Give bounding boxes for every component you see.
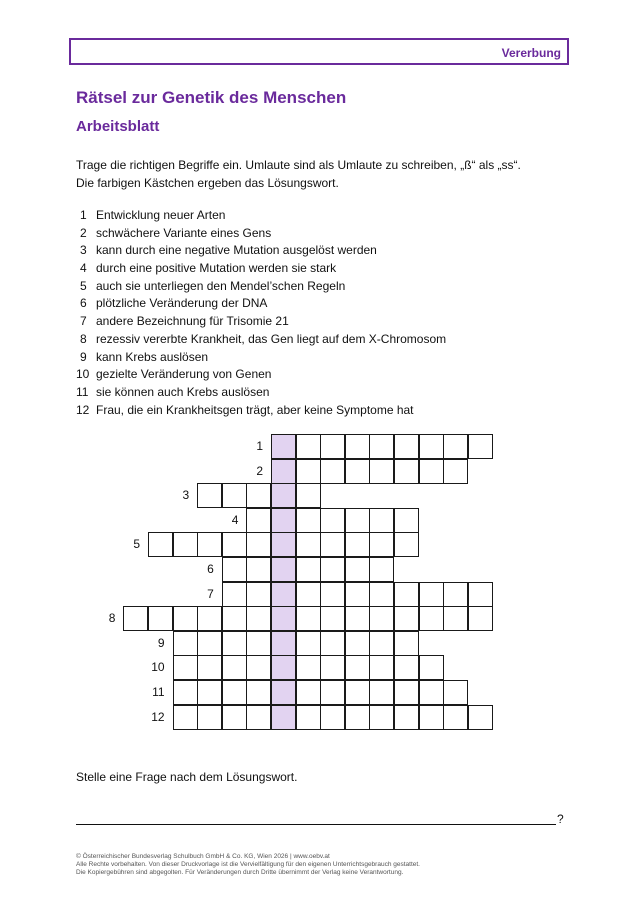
crossword-cell[interactable] xyxy=(320,532,345,557)
crossword-cell[interactable] xyxy=(369,434,394,459)
clue-number: 10 xyxy=(76,367,90,382)
crossword-cell[interactable] xyxy=(345,680,370,705)
crossword-cell[interactable] xyxy=(246,582,271,607)
crossword-row-label: 8 xyxy=(108,611,116,626)
crossword-solution-cell[interactable] xyxy=(271,532,296,557)
crossword-cell[interactable] xyxy=(468,606,493,631)
crossword-cell[interactable] xyxy=(246,483,271,508)
crossword-solution-cell[interactable] xyxy=(271,483,296,508)
clue-item xyxy=(76,402,446,420)
header-topic: Vererbung xyxy=(501,46,561,60)
crossword-row-label: 11 xyxy=(152,685,165,699)
crossword-cell[interactable] xyxy=(468,434,493,459)
clue-number: 3 xyxy=(80,243,87,258)
clue-number: 9 xyxy=(80,349,87,364)
crossword-cell[interactable] xyxy=(173,680,198,705)
crossword-cell[interactable] xyxy=(394,631,419,656)
crossword-cell[interactable] xyxy=(296,655,321,680)
crossword-cell[interactable] xyxy=(296,705,321,730)
crossword-cell[interactable] xyxy=(345,557,370,582)
crossword-cell[interactable] xyxy=(197,606,222,631)
crossword-row-label: 6 xyxy=(207,562,214,576)
page-subtitle: Arbeitsblatt xyxy=(76,118,160,135)
clue-item xyxy=(76,366,446,384)
crossword-solution-cell[interactable] xyxy=(271,582,296,607)
crossword-cell[interactable] xyxy=(296,483,321,508)
crossword-row-label: 9 xyxy=(157,635,165,650)
crossword-cell[interactable] xyxy=(369,606,394,631)
crossword-cell[interactable] xyxy=(320,655,345,680)
crossword-cell[interactable] xyxy=(296,532,321,557)
crossword-row-label: 12 xyxy=(151,709,165,724)
crossword-cell[interactable] xyxy=(148,606,173,631)
crossword-cell[interactable] xyxy=(173,631,198,656)
crossword-cell[interactable] xyxy=(419,434,444,459)
crossword-cell[interactable] xyxy=(394,532,419,557)
crossword-solution-cell[interactable] xyxy=(271,508,296,533)
crossword-cell[interactable] xyxy=(222,557,247,582)
crossword-cell[interactable] xyxy=(222,606,247,631)
clue-item xyxy=(76,225,446,243)
crossword-cell[interactable] xyxy=(443,680,468,705)
crossword-cell[interactable] xyxy=(246,680,271,705)
clue-number: 2 xyxy=(80,225,87,240)
crossword-cell[interactable] xyxy=(320,459,345,484)
crossword-cell[interactable] xyxy=(197,705,222,730)
crossword-cell[interactable] xyxy=(394,705,419,730)
crossword-cell[interactable] xyxy=(394,655,419,680)
clue-text: kann Krebs auslösen xyxy=(96,349,209,364)
crossword-cell[interactable] xyxy=(345,434,370,459)
clue-text: Frau, die ein Krankheitsgen trägt, aber keine Symptome hat xyxy=(96,402,414,417)
crossword-solution-cell[interactable] xyxy=(271,655,296,680)
clue-text: sie können auch Krebs auslösen xyxy=(96,384,270,399)
clue-text: andere Bezeichnung für Trisomie 21 xyxy=(96,314,289,329)
crossword-cell[interactable] xyxy=(394,434,419,459)
crossword-cell[interactable] xyxy=(345,582,370,607)
answer-question-mark: ? xyxy=(557,812,564,826)
crossword-row-label: 10 xyxy=(151,660,165,675)
crossword-cell[interactable] xyxy=(345,705,370,730)
crossword-row-label: 4 xyxy=(231,512,239,527)
crossword-cell[interactable] xyxy=(419,655,444,680)
crossword-cell[interactable] xyxy=(394,459,419,484)
crossword-cell[interactable] xyxy=(197,631,222,656)
clue-item xyxy=(76,278,446,296)
crossword-cell[interactable] xyxy=(419,582,444,607)
crossword-cell[interactable] xyxy=(320,434,345,459)
crossword-cell[interactable] xyxy=(369,680,394,705)
crossword-cell[interactable] xyxy=(394,606,419,631)
footer xyxy=(76,853,576,877)
crossword-cell[interactable] xyxy=(173,532,198,557)
crossword-cell[interactable] xyxy=(296,606,321,631)
crossword-cell[interactable] xyxy=(443,582,468,607)
clue-item xyxy=(76,260,446,278)
crossword-cell[interactable] xyxy=(246,705,271,730)
crossword-cell[interactable] xyxy=(443,434,468,459)
crossword-cell[interactable] xyxy=(222,582,247,607)
crossword-cell[interactable] xyxy=(369,557,394,582)
crossword-row-label: 2 xyxy=(256,463,263,478)
crossword-cell[interactable] xyxy=(468,705,493,730)
crossword-cell[interactable] xyxy=(369,631,394,656)
crossword-solution-cell[interactable] xyxy=(271,557,296,582)
crossword-cell[interactable] xyxy=(419,606,444,631)
footer-rights: Alle Rechte vorbehalten. Von dieser Druckvorlage ist die Vervielfältigung für den eigenen Unterrichtsgebrauch gestattet. xyxy=(76,861,420,868)
crossword-cell[interactable] xyxy=(222,483,247,508)
answer-line[interactable] xyxy=(76,824,556,825)
crossword-solution-cell[interactable] xyxy=(271,705,296,730)
crossword-cell[interactable] xyxy=(320,705,345,730)
crossword-cell[interactable] xyxy=(320,606,345,631)
footer-copyright: © Österreichischer Bundesverlag Schulbuch GmbH & Co. KG, Wien 2026 | www.oebv.at xyxy=(76,853,330,860)
crossword-cell[interactable] xyxy=(419,705,444,730)
crossword-cell[interactable] xyxy=(222,680,247,705)
instructions-line-1: Trage die richtigen Begriffe ein. Umlaute sind als Umlaute zu schreiben, „ß“ als „ss“. xyxy=(76,158,521,172)
crossword-cell[interactable] xyxy=(246,532,271,557)
crossword-cell[interactable] xyxy=(394,582,419,607)
crossword-cell[interactable] xyxy=(246,606,271,631)
clue-number: 6 xyxy=(80,296,87,311)
crossword-cell[interactable] xyxy=(369,459,394,484)
clue-number: 5 xyxy=(80,278,87,293)
crossword-row-label: 1 xyxy=(256,439,263,453)
crossword-row-label: 7 xyxy=(207,586,214,601)
crossword-solution-cell[interactable] xyxy=(271,459,296,484)
crossword-solution-cell[interactable] xyxy=(271,680,296,705)
crossword-solution-cell[interactable] xyxy=(271,606,296,631)
clue-text: durch eine positive Mutation werden sie stark xyxy=(96,261,337,276)
crossword-cell[interactable] xyxy=(345,508,370,533)
clue-item xyxy=(76,349,446,367)
crossword-cell[interactable] xyxy=(419,680,444,705)
crossword-cell[interactable] xyxy=(222,655,247,680)
crossword-cell[interactable] xyxy=(173,655,198,680)
crossword-cell[interactable] xyxy=(222,532,247,557)
clue-list xyxy=(76,207,446,419)
clue-number: 8 xyxy=(80,331,87,346)
clue-text: schwächere Variante eines Gens xyxy=(96,225,272,240)
crossword-cell[interactable] xyxy=(345,459,370,484)
clue-number: 7 xyxy=(80,314,87,329)
crossword-cell[interactable] xyxy=(296,434,321,459)
clue-item xyxy=(76,384,446,402)
crossword-cell[interactable] xyxy=(296,508,321,533)
crossword-cell[interactable] xyxy=(320,680,345,705)
clue-number: 4 xyxy=(80,261,87,276)
clue-text: plötzliche Veränderung der DNA xyxy=(96,296,268,311)
crossword-cell[interactable] xyxy=(443,606,468,631)
crossword-cell[interactable] xyxy=(320,631,345,656)
crossword-cell[interactable] xyxy=(320,508,345,533)
crossword-cell[interactable] xyxy=(197,680,222,705)
crossword-cell[interactable] xyxy=(173,606,198,631)
clue-text: gezielte Veränderung von Genen xyxy=(96,367,272,382)
crossword-cell[interactable] xyxy=(296,582,321,607)
crossword-cell[interactable] xyxy=(394,508,419,533)
clue-number: 11 xyxy=(76,384,89,399)
crossword-cell[interactable] xyxy=(222,705,247,730)
crossword-cell[interactable] xyxy=(345,655,370,680)
clue-text: Entwicklung neuer Arten xyxy=(96,208,226,222)
crossword-cell[interactable] xyxy=(296,631,321,656)
crossword-cell[interactable] xyxy=(369,508,394,533)
crossword-cell[interactable] xyxy=(369,582,394,607)
crossword-cell[interactable] xyxy=(246,508,271,533)
crossword-cell[interactable] xyxy=(345,606,370,631)
crossword-cell[interactable] xyxy=(320,582,345,607)
crossword-cell[interactable] xyxy=(246,655,271,680)
crossword-cell[interactable] xyxy=(419,459,444,484)
crossword-cell[interactable] xyxy=(246,631,271,656)
crossword-cell[interactable] xyxy=(197,655,222,680)
crossword-cell[interactable] xyxy=(443,705,468,730)
crossword-cell[interactable] xyxy=(394,680,419,705)
crossword-cell[interactable] xyxy=(369,655,394,680)
clue-number: 1 xyxy=(80,208,87,222)
crossword-cell[interactable] xyxy=(296,459,321,484)
clue-item xyxy=(76,207,446,225)
crossword-cell[interactable] xyxy=(173,705,198,730)
footer-disclaimer: Die Kopiergebühren sind abgegolten. Für Veränderungen durch Dritte übernimmt der Verlag keine Verantwortung. xyxy=(76,869,404,876)
crossword-cell[interactable] xyxy=(320,557,345,582)
clue-text: auch sie unterliegen den Mendel’schen Regeln xyxy=(96,278,346,293)
crossword-solution-cell[interactable] xyxy=(271,631,296,656)
question-prompt: Stelle eine Frage nach dem Lösungswort. xyxy=(76,770,298,784)
crossword-cell[interactable] xyxy=(296,680,321,705)
header-box xyxy=(69,38,569,65)
crossword-cell[interactable] xyxy=(369,705,394,730)
clue-number: 12 xyxy=(76,402,90,417)
instructions xyxy=(76,156,576,192)
crossword-cell[interactable] xyxy=(345,532,370,557)
crossword-cell[interactable] xyxy=(197,483,222,508)
crossword-cell[interactable] xyxy=(468,582,493,607)
crossword-cell[interactable] xyxy=(246,557,271,582)
crossword-solution-cell[interactable] xyxy=(271,434,296,459)
clue-text: rezessiv vererbte Krankheit, das Gen liegt auf dem X-Chromosom xyxy=(96,331,447,346)
crossword-cell[interactable] xyxy=(296,557,321,582)
clue-text: kann durch eine negative Mutation ausgelöst werden xyxy=(96,243,377,258)
clue-item xyxy=(76,331,446,349)
page-title: Rätsel zur Genetik des Menschen xyxy=(76,88,347,107)
crossword-cell[interactable] xyxy=(197,532,222,557)
crossword-row-label: 5 xyxy=(133,537,140,552)
crossword-cell[interactable] xyxy=(345,631,370,656)
clue-item xyxy=(76,295,446,313)
crossword-cell[interactable] xyxy=(222,631,247,656)
clue-item xyxy=(76,313,446,331)
crossword-row-label: 3 xyxy=(182,488,190,503)
crossword-cell[interactable] xyxy=(369,532,394,557)
instructions-line-2: Die farbigen Kästchen ergeben das Lösungswort. xyxy=(76,176,339,190)
crossword-cell[interactable] xyxy=(123,606,148,631)
clue-item xyxy=(76,242,446,260)
crossword-cell[interactable] xyxy=(443,459,468,484)
crossword-cell[interactable] xyxy=(148,532,173,557)
